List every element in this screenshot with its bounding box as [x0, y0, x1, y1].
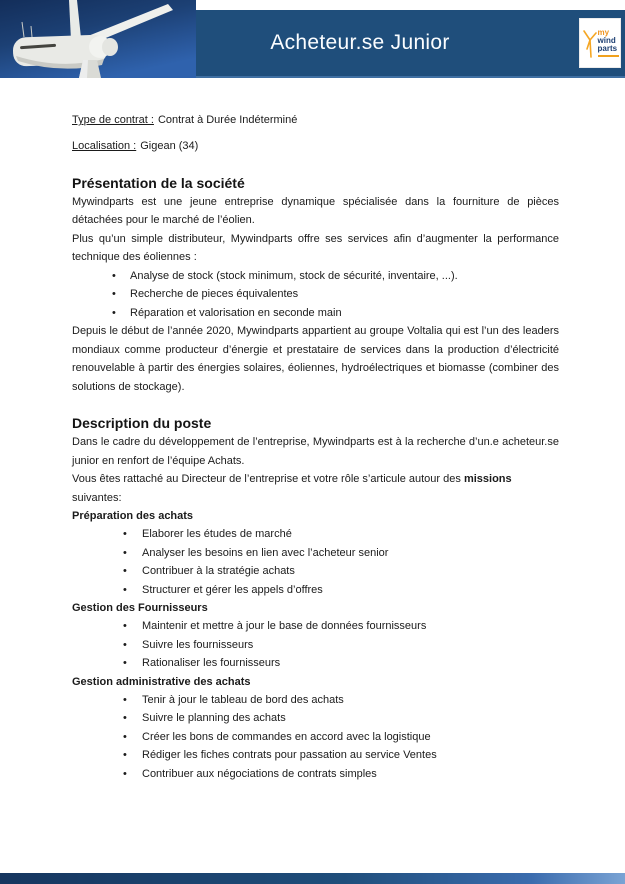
list-item: • Contribuer à la stratégie achats — [123, 562, 559, 581]
mission-group-title-preparation: Préparation des achats — [72, 510, 194, 522]
contract-type-value: Contrat à Durée Indéterminé — [157, 114, 298, 126]
footer-banner — [0, 873, 625, 884]
mission-list-fournisseurs — [123, 617, 559, 673]
description-paragraph-2 — [72, 470, 559, 507]
missions-bold-word: missions — [463, 473, 512, 485]
presentation-paragraph-2: Plus qu’un simple distributeur, Mywindparts offre ses services afin d’augmenter la performance technique des éoliennes : — [72, 232, 559, 263]
list-item: • Contribuer aux négociations de contrats simples — [123, 765, 559, 784]
section-heading-presentation: Présentation de la société — [72, 174, 245, 191]
location-value: Gigean (34) — [140, 139, 199, 152]
list-item: • Réparation et valorisation en seconde main — [112, 304, 559, 323]
presentation-paragraph-3: Depuis le début de l’année 2020, Mywindparts appartient au groupe Voltalia qui est l’un des leaders mondiaux comme producteur d’énergie et prestataire de services dans la production d’électricité renouvelable à partir des énergies solaires, éoliennes, hydroélectriques et biomasse (combiner des solutions de stockage). — [72, 325, 559, 393]
logo-word-my: my — [597, 28, 610, 37]
logo-word-parts: parts — [597, 44, 618, 53]
description-paragraph-1: Dans le cadre du développement de l’entreprise, Mywindparts est à la recherche d’un.e acheteur.se junior en renfort de l’équipe Achats. — [72, 436, 559, 467]
list-item: • Analyse de stock (stock minimum, stock de sécurité, inventaire, ...). — [112, 267, 559, 286]
mission-list-preparation — [123, 525, 559, 599]
mission-list-administrative — [123, 691, 559, 784]
logo-word-wind: wind — [597, 36, 616, 45]
list-item: • Elaborer les études de marché — [123, 525, 559, 544]
list-item: • Recherche de pieces équivalentes — [112, 285, 559, 304]
list-item: • Structurer et gérer les appels d’offres — [123, 581, 559, 600]
list-item: • Rédiger les fiches contrats pour passation au service Ventes — [123, 746, 559, 765]
mission-group-title-fournisseurs: Gestion des Fournisseurs — [72, 602, 208, 614]
page-title: Acheteur.se Junior — [270, 31, 450, 54]
list-item: • Créer les bons de commandes en accord avec la logistique — [123, 728, 559, 747]
list-item: • Analyser les besoins en lien avec l’acheteur senior — [123, 544, 559, 563]
list-item: • Suivre les fournisseurs — [123, 636, 559, 655]
mission-group-title-administrative: Gestion administrative des achats — [72, 675, 251, 688]
missions-text-after: suivantes: — [72, 491, 122, 504]
section-heading-description: Description du poste — [72, 415, 212, 431]
services-list — [112, 267, 559, 323]
contract-type-label: Type de contrat : — [72, 114, 154, 126]
contract-type-line — [72, 111, 559, 130]
list-item: • Maintenir et mettre à jour le base de données fournisseurs — [123, 617, 559, 636]
missions-text-before: Vous êtes rattaché au Directeur de l’entreprise et votre rôle s’articule autour des — [72, 473, 464, 485]
list-item: • Rationaliser les fournisseurs — [123, 654, 559, 673]
list-item: • Suivre le planning des achats — [123, 709, 559, 728]
location-line — [72, 137, 559, 156]
presentation-paragraph-1: Mywindparts est une jeune entreprise dynamique spécialisée dans la fourniture de pièces détachées pour le marché de l’éolien. — [72, 195, 559, 226]
location-label: Localisation : — [72, 139, 137, 152]
list-item: • Tenir à jour le tableau de bord des achats — [123, 691, 559, 710]
